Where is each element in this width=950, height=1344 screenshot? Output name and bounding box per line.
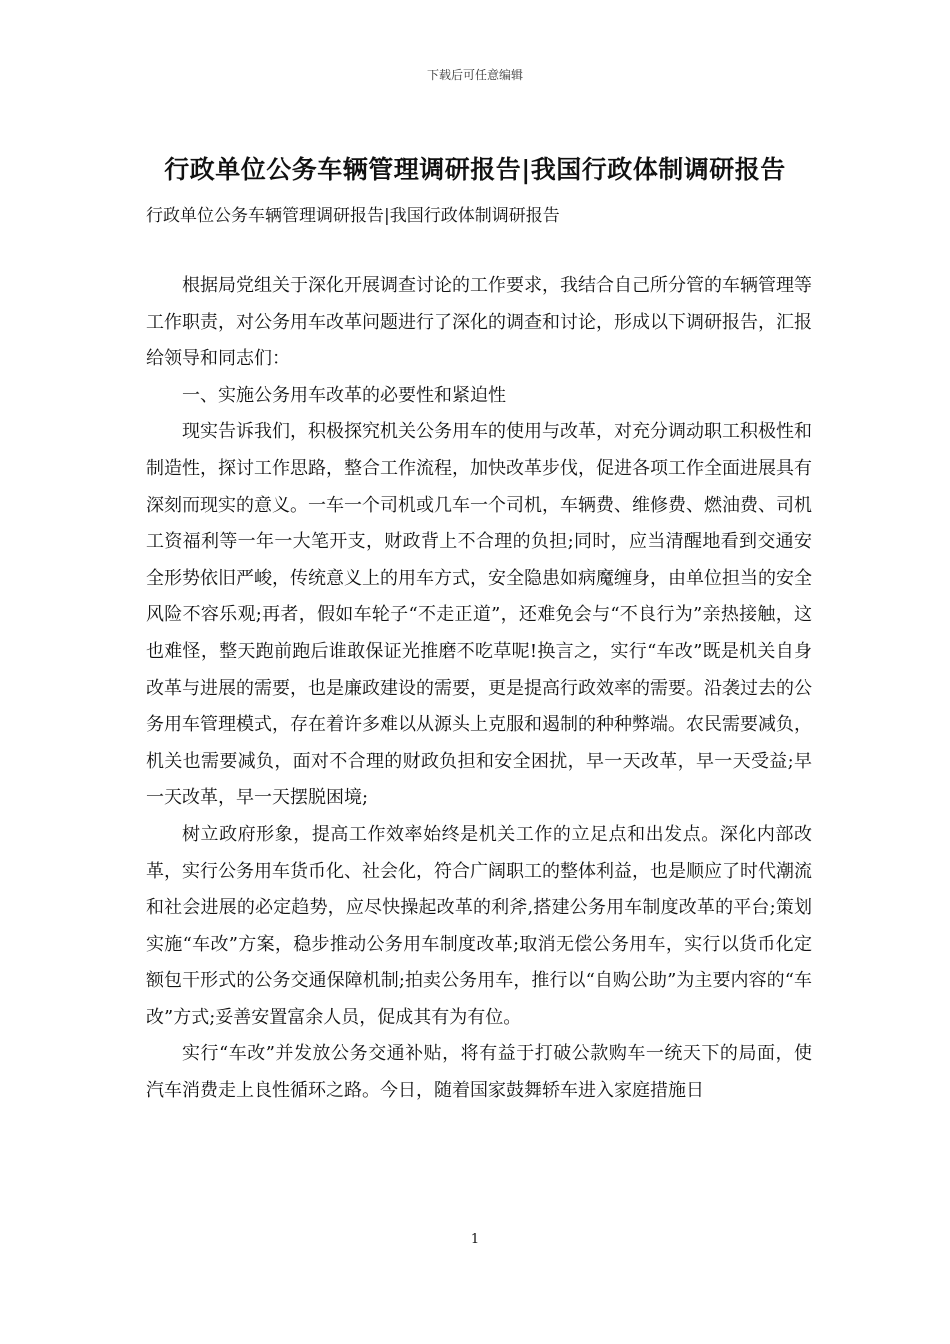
document-body	[146, 268, 812, 1110]
paragraph-reality: 现实告诉我们，积极探究机关公务用车的使用与改革，对充分调动职工积极性和制造性，探讨工作思路，整合工作流程，加快改革步伐，促进各项工作全面进展具有深刻而现实的意义。一车一个司机或几车一个司机，车辆费、维修费、燃油费、司机工资福利等一年一大笔开支，财政背上不合理的负担;同时，应当清醒地看到交通安全形势依旧严峻，传统意义上的用车方式，安全隐患如病魔缠身，由单位担当的安全风险不容乐观;再者，假如车轮子“不走正道”，还难免会与“不良行为”亲热接触，这也难怪，整天跑前跑后谁敢保证光推磨不吃草呢!换言之，实行“车改”既是机关自身改革与进展的需要，也是廉政建设的需要，更是提高行政效率的需要。沿袭过去的公务用车管理模式，存在着许多难以从源头上克服和遏制的种种弊端。农民需要减负，机关也需要减负，面对不合理的财政负担和安全困扰，早一天改革，早一天受益;早一天改革，早一天摆脱困境;	[146, 421, 812, 809]
section-heading: 一、实施公务用车改革的必要性和紧迫性	[182, 384, 506, 406]
paragraph-government-image: 树立政府形象，提高工作效率始终是机关工作的立足点和出发点。深化内部改革，实行公务用车货币化、社会化，符合广阔职工的整体利益，也是顺应了时代潮流和社会进展的必定趋势，应尽快操起改革的利斧,搭建公务用车制度改革的平台;策划实施“车改”方案，稳步推动公务用车制度改革;取消无偿公务用车，实行以货币化定额包干形式的公务交通保障机制;拍卖公务用车，推行以“自购公助”为主要内容的“车改”方式;妥善安置富余人员，促成其有为有位。	[146, 823, 812, 1028]
document-subtitle: 行政单位公务车辆管理调研报告|我国行政体制调研报告	[146, 206, 560, 226]
document-title: 行政单位公务车辆管理调研报告|我国行政体制调研报告	[164, 155, 786, 184]
page-number: 1	[470, 1232, 480, 1247]
header-note: 下载后可任意编辑	[426, 68, 523, 82]
paragraph-intro: 根据局党组关于深化开展调查讨论的工作要求，我结合自己所分管的车辆管理等工作职责，对公务用车改革问题进行了深化的调查和讨论，形成以下调研报告，汇报给领导和同志们：	[146, 275, 812, 370]
paragraph-subsidy: 实行“车改”并发放公务交通补贴，将有益于打破公款购车一统天下的局面，使汽车消费走上良性循环之路。今日，随着国家鼓舞轿车进入家庭措施日	[146, 1043, 812, 1102]
